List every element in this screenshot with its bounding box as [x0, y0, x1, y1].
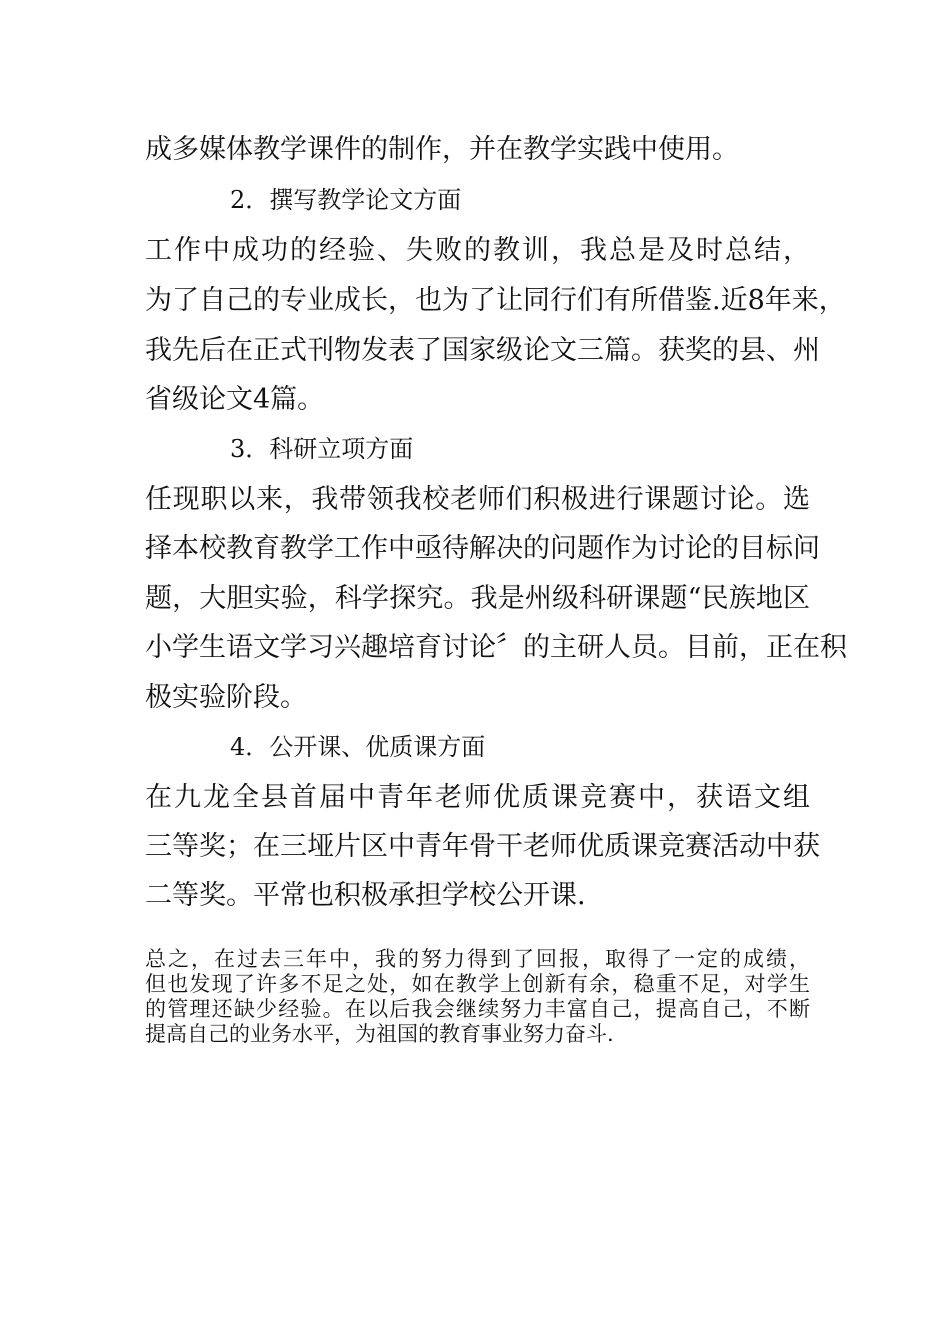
body-line: 二等奖。平常也积极承担学校公开课. [145, 880, 586, 911]
summary-line: 的管理还缺少经验。在以后我会继续努力丰富自己，提高自己，不断 [145, 997, 810, 1021]
section-heading: 3．科研立项方面 [230, 435, 414, 463]
summary-line: 提高自己的业务水平，为祖国的教育事业努力奋斗. [145, 1022, 614, 1046]
body-line: 我先后在正式刊物发表了国家级论文三篇。获奖的县、州 [145, 335, 820, 366]
body-line: 小学生语文学习兴趣培育讨论〞的主研人员。目前，正在积 [145, 632, 847, 663]
section-heading: 4．公开课、优质课方面 [230, 733, 486, 761]
section-heading: 2．撰写教学论文方面 [230, 186, 462, 214]
body-line: 题，大胆实验，科学探究。我是州级科研课题“民族地区 [145, 583, 810, 614]
body-line: 任现职以来，我带领我校老师们积极进行课题讨论。选 [145, 484, 810, 515]
body-line: 工作中成功的经验、失败的教训，我总是及时总结， [145, 235, 810, 266]
body-line: 三等奖；在三垭片区中青年骨干老师优质课竞赛活动中获 [145, 831, 820, 862]
body-line: 成多媒体教学课件的制作，并在教学实践中使用。 [145, 134, 739, 165]
body-line: 择本校教育教学工作中亟待解决的问题作为讨论的目标问 [145, 533, 820, 564]
body-line: 极实验阶段。 [145, 682, 307, 713]
body-line: 在九龙全县首届中青年老师优质课竞赛中，获语文组 [145, 782, 810, 813]
body-line: 省级论文4篇。 [145, 384, 325, 415]
summary-line: 总之，在过去三年中，我的努力得到了回报，取得了一定的成绩， [145, 947, 810, 971]
summary-line: 但也发现了许多不足之处，如在教学上创新有余，稳重不足，对学生 [145, 972, 810, 996]
body-line: 为了自己的专业成长，也为了让同行们有所借鉴.近8年来， [145, 285, 846, 316]
